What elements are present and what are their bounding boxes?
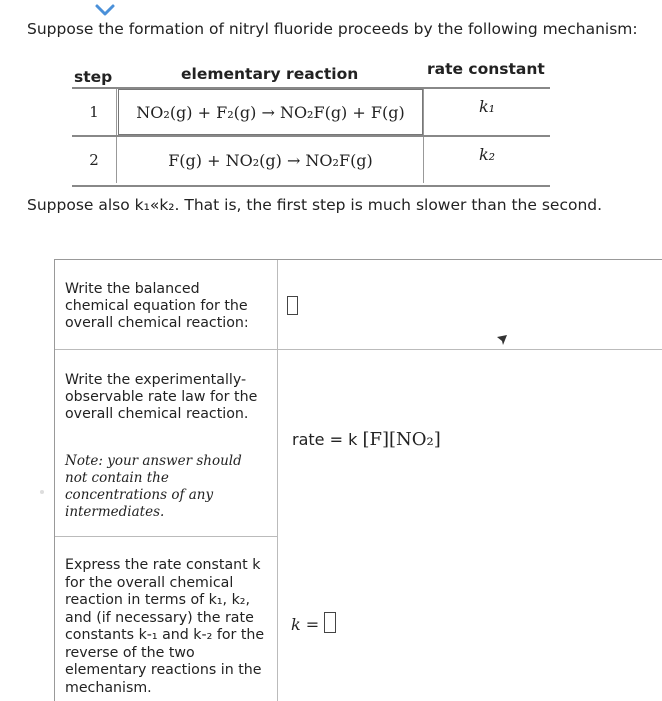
answer-input-box[interactable] (287, 296, 298, 315)
step-number: 1 (72, 89, 117, 135)
rate-constant-k2: k₂ (423, 137, 550, 183)
row-divider (55, 536, 277, 537)
header-elementary-reaction: elementary reaction (181, 65, 359, 83)
rate-law-answer[interactable] (292, 429, 441, 450)
overall-equation-answer[interactable] (287, 296, 298, 316)
rate-constant-prompt: Express the rate constant k for the overall chemical reaction in terms of k₁, k₂, and (if necessary) the rate constants k-₁ and k-₂ for the reverse of the two elementary reactions in the mechanism. (65, 557, 265, 696)
step-number: 2 (72, 137, 117, 183)
rate-law-prompt: Write the experimentally-observable rate law for the overall chemical reaction. (65, 372, 258, 422)
mechanism-row-2 (72, 137, 550, 183)
assumption-text: Suppose also k₁«k₂. That is, the first step is much slower than the second. (27, 196, 603, 214)
overall-equation-prompt: Write the balanced chemical equation for the overall chemical reaction: (65, 281, 249, 331)
rate-law-note: Note: your answer should not contain the concentrations of any intermediates. (65, 453, 242, 520)
elementary-reaction-1: NO₂(g) + F₂(g) → NO₂F(g) + F(g) (118, 89, 423, 135)
mouse-cursor-icon (495, 333, 509, 349)
elementary-reaction-2: F(g) + NO₂(g) → NO₂F(g) (168, 150, 373, 170)
rate-prefix: rate = k (292, 430, 358, 449)
question-table (54, 259, 662, 701)
row-divider (55, 349, 662, 350)
rate-concentration-terms: [F][NO₂] (362, 429, 441, 450)
rate-constant-k1: k₁ (423, 89, 550, 135)
answer-input-box[interactable] (324, 612, 336, 633)
rate-constant-answer[interactable] (291, 612, 336, 634)
decorative-dot (40, 490, 44, 494)
header-rate-constant: rate constant (427, 60, 545, 78)
mechanism-row-1 (72, 89, 550, 135)
chevron-down-icon[interactable] (93, 2, 117, 18)
k-equals-prefix: k = (291, 615, 320, 634)
mechanism-table (72, 87, 550, 187)
intro-text: Suppose the formation of nitryl fluoride proceeds by the following mechanism: (27, 20, 638, 38)
column-divider (277, 260, 278, 701)
header-step: step (74, 68, 113, 86)
